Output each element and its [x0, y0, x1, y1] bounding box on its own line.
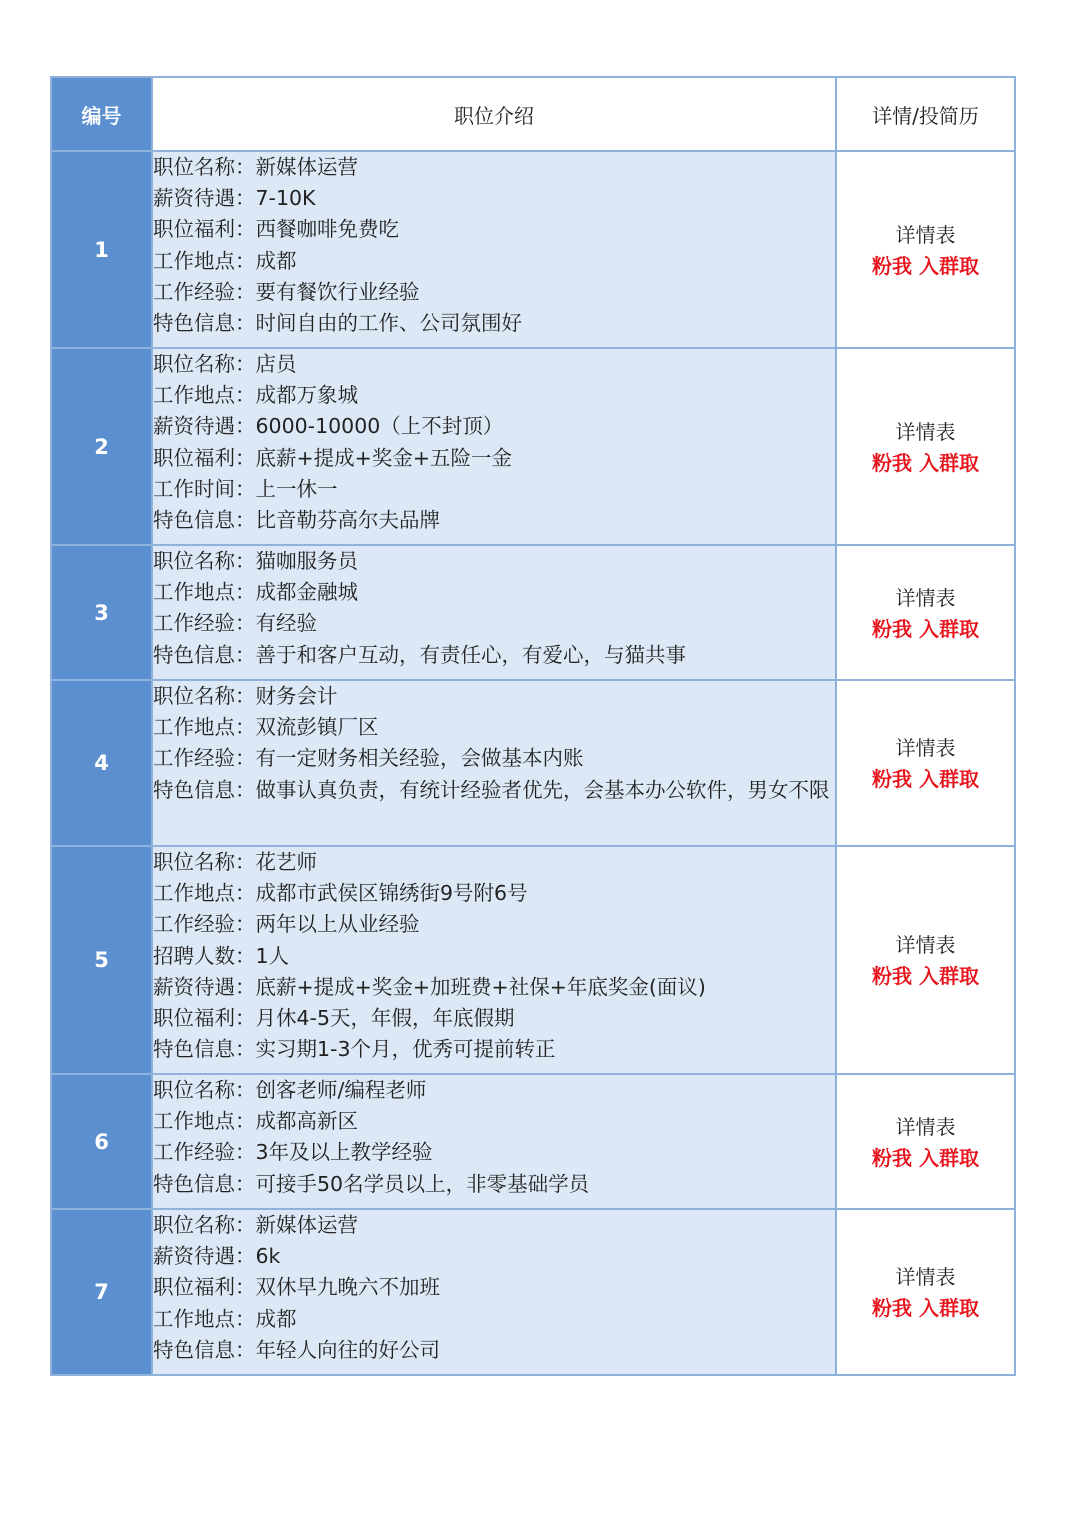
detail-sheet-link[interactable]: 详情表 — [895, 1265, 956, 1289]
job-row — [51, 1074, 1015, 1209]
job-info-line: 工作地点：成都 — [153, 1306, 297, 1331]
job-number: 3 — [51, 545, 152, 680]
job-row — [51, 846, 1015, 1074]
job-number: 5 — [51, 846, 152, 1074]
job-info-line: 特色信息：善于和客户互动，有责任心，有爱心，与猫共事 — [153, 642, 686, 667]
header-detail-apply: 详情/投简历 — [836, 77, 1015, 151]
job-info-line: 特色信息：比音勒芬高尔夫品牌 — [153, 508, 440, 533]
join-group-link[interactable]: 粉我 入群取 — [872, 450, 979, 475]
job-info-line: 工作地点：成都金融城 — [153, 580, 358, 605]
job-info-line: 职位名称：新媒体运营 — [153, 155, 358, 179]
job-info-line: 职位福利：西餐咖啡免费吃 — [153, 217, 399, 242]
detail-sheet-link[interactable]: 详情表 — [895, 933, 956, 957]
job-description — [152, 846, 836, 1074]
job-detail-cell — [836, 680, 1015, 846]
detail-sheet-link[interactable]: 详情表 — [895, 419, 956, 444]
job-number: 1 — [51, 151, 152, 348]
job-number: 4 — [51, 680, 152, 846]
job-info-line: 工作经验：要有餐饮行业经验 — [153, 279, 420, 304]
job-detail-cell — [836, 1209, 1015, 1375]
job-info-line: 薪资待遇：底薪+提成+奖金+加班费+社保+年底奖金(面议) — [153, 974, 706, 999]
job-info-line: 工作时间：上一休一 — [153, 476, 338, 501]
job-number: 6 — [51, 1074, 152, 1209]
header-number: 编号 — [51, 77, 152, 151]
job-info-line: 职位名称：店员 — [153, 352, 297, 376]
job-info-line: 职位福利：双休早九晚六不加班 — [153, 1275, 440, 1300]
job-row — [51, 545, 1015, 680]
job-table — [50, 76, 1016, 1376]
job-row — [51, 151, 1015, 348]
job-info-line: 特色信息：做事认真负责，有统计经验者优先，会基本办公软件，男女不限 — [153, 777, 830, 802]
job-info-line: 薪资待遇：6000-10000（上不封顶） — [153, 414, 504, 439]
job-detail-cell — [836, 151, 1015, 348]
job-info-line: 职位福利：月休4-5天，年假，年底假期 — [153, 1006, 515, 1031]
header-job-intro: 职位介绍 — [152, 77, 836, 151]
job-info-line: 特色信息：实习期1-3个月，优秀可提前转正 — [153, 1037, 556, 1062]
job-info-line: 职位名称：猫咖服务员 — [153, 549, 358, 573]
job-info-line: 工作经验：有一定财务相关经验，会做基本内账 — [153, 746, 584, 771]
job-info-line: 特色信息：可接手50名学员以上，非零基础学员 — [153, 1171, 590, 1196]
join-group-link[interactable]: 粉我 入群取 — [872, 253, 979, 278]
job-info-line: 薪资待遇：7-10K — [153, 186, 316, 211]
job-info-line: 工作地点：成都市武侯区锦绣街9号附6号 — [153, 881, 528, 906]
join-group-link[interactable]: 粉我 入群取 — [872, 1296, 979, 1320]
job-info-line: 工作经验：有经验 — [153, 611, 317, 636]
join-group-link[interactable]: 粉我 入群取 — [872, 616, 979, 641]
job-description — [152, 348, 836, 545]
join-group-link[interactable]: 粉我 入群取 — [872, 964, 979, 988]
detail-sheet-link[interactable]: 详情表 — [895, 1114, 956, 1139]
job-info-line: 工作地点：双流彭镇厂区 — [153, 715, 379, 740]
job-info-line: 工作地点：成都万象城 — [153, 383, 358, 408]
job-info-line: 招聘人数：1人 — [153, 943, 290, 968]
job-description — [152, 151, 836, 348]
job-info-line: 工作地点：成都高新区 — [153, 1109, 358, 1134]
job-row — [51, 348, 1015, 545]
job-info-line: 职位福利：底薪+提成+奖金+五险一金 — [153, 445, 513, 470]
detail-sheet-link[interactable]: 详情表 — [895, 222, 956, 247]
join-group-link[interactable]: 粉我 入群取 — [872, 767, 979, 791]
detail-sheet-link[interactable]: 详情表 — [895, 585, 956, 610]
job-info-line: 职位名称：财务会计 — [153, 684, 338, 708]
job-info-line: 职位名称：创客老师/编程老师 — [153, 1078, 427, 1102]
job-description — [152, 1074, 836, 1209]
job-detail-cell — [836, 1074, 1015, 1209]
job-info-line: 特色信息：时间自由的工作、公司氛围好 — [153, 311, 522, 336]
detail-sheet-link[interactable]: 详情表 — [895, 736, 956, 760]
job-description — [152, 545, 836, 680]
job-info-line: 工作经验：两年以上从业经验 — [153, 912, 420, 937]
job-info-line: 特色信息：年轻人向往的好公司 — [153, 1337, 440, 1362]
job-description — [152, 680, 836, 846]
job-row — [51, 680, 1015, 846]
job-number: 7 — [51, 1209, 152, 1375]
join-group-link[interactable]: 粉我 入群取 — [872, 1145, 979, 1170]
job-detail-cell — [836, 348, 1015, 545]
header-row — [51, 77, 1015, 151]
job-info-line: 职位名称：新媒体运营 — [153, 1213, 358, 1237]
job-description — [152, 1209, 836, 1375]
job-info-line: 薪资待遇：6k — [153, 1244, 281, 1269]
job-info-line: 职位名称：花艺师 — [153, 850, 317, 874]
job-info-line: 工作地点：成都 — [153, 248, 297, 273]
job-detail-cell — [836, 846, 1015, 1074]
job-number: 2 — [51, 348, 152, 545]
job-row — [51, 1209, 1015, 1375]
job-detail-cell — [836, 545, 1015, 680]
job-rows — [51, 151, 1015, 1375]
job-info-line: 工作经验：3年及以上教学经验 — [153, 1140, 433, 1165]
